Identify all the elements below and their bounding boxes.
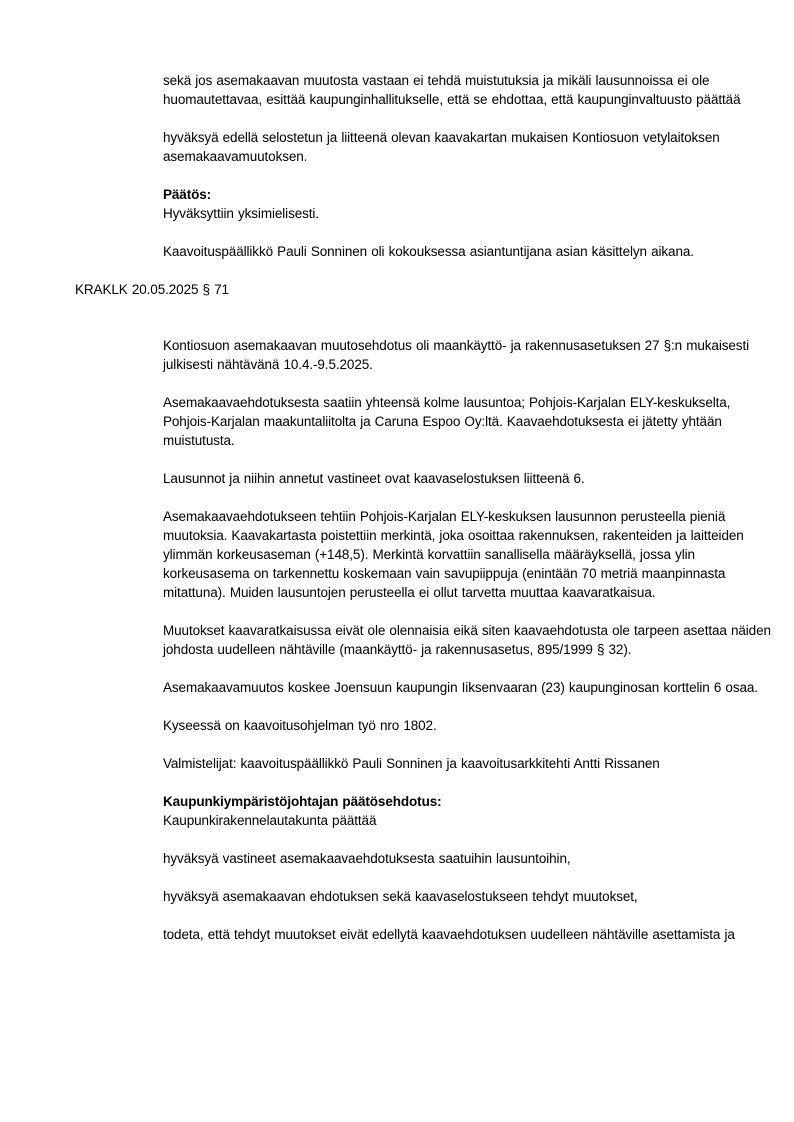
decision-text: Hyväksyttiin yksimielisesti. xyxy=(163,206,319,221)
decision-heading: Päätös: xyxy=(163,187,212,202)
paragraph-statements-attachment: Lausunnot ja niihin annetut vastineet ovat kaavaselostuksen liitteenä 6. xyxy=(163,471,585,486)
paragraph-statements-received: Asemakaavaehdotuksesta saatiin yhteensä kolme lausuntoa; Pohjois-Karjalan ELY-keskukselta, Pohjois-Karjalan maakuntaliitolta ja Caruna Espoo Oy:ltä. Kaavaehdotuksesta ei jätetty yhtään muistutusta. xyxy=(163,395,735,448)
paragraph-approve-responses: hyväksyä vastineet asemakaavaehdotuksesta saatuihin lausuntoihin, xyxy=(163,851,571,866)
paragraph-board-decides: Kaupunkirakennelautakunta päättää xyxy=(163,813,377,828)
paragraph-approval-clause: hyväksyä edellä selostetun ja liitteenä olevan kaavakartan mukaisen Kontiosuon vetylaitoksen asemakaavamuutoksen. xyxy=(163,130,724,164)
paragraph-preparers: Valmistelijat: kaavoituspäällikkö Pauli Sonninen ja kaavoitusarkkitehti Antti Rissanen xyxy=(163,756,660,771)
paragraph-approval-condition: sekä jos asemakaavan muutosta vastaan ei tehdä muistutuksia ja mikäli lausunnoissa ei ole huomautettavaa, esittää kaupunginhallitukselle, että se ehdottaa, että kaupunginvaltuusto päättää xyxy=(163,73,741,107)
paragraph-no-redisplay: todeta, että tehdyt muutokset eivät edellytä kaavaehdotuksen uudelleen nähtäville asettamista ja xyxy=(163,927,735,942)
paragraph-expert-attendance: Kaavoituspäällikkö Pauli Sonninen oli kokouksessa asiantuntijana asian käsittelyn aikana. xyxy=(163,244,694,259)
section-reference: KRAKLK 20.05.2025 § 71 xyxy=(75,282,229,297)
paragraph-public-display: Kontiosuon asemakaavan muutosehdotus oli maankäyttö- ja rakennusasetuksen 27 §:n mukaisesti julkisesti nähtävänä 10.4.-9.5.2025. xyxy=(163,338,754,372)
paragraph-plan-area: Asemakaavamuutos koskee Joensuun kaupungin Iiksenvaaran (23) kaupunginosan korttelin 6 osaa. xyxy=(163,680,758,695)
proposal-heading: Kaupunkiympäristöjohtajan päätösehdotus: xyxy=(163,794,442,809)
paragraph-changes-not-essential: Muutokset kaavaratkaisussa eivät ole olennaisia eikä siten kaavaehdotusta ole tarpeen asettaa näiden johdosta uudelleen nähtäville (maankäyttö- ja rakennusasetus, 895/1999 § 32). xyxy=(163,623,776,657)
paragraph-approve-proposal: hyväksyä asemakaavan ehdotuksen sekä kaavaselostukseen tehdyt muutokset, xyxy=(163,889,638,904)
paragraph-work-number: Kyseessä on kaavoitusohjelman työ nro 1802. xyxy=(163,718,437,733)
paragraph-changes-description: Asemakaavaehdotukseen tehtiin Pohjois-Karjalan ELY-keskuksen lausunnon perusteella pieniä muutoksia. Kaavakartasta poistettiin merkintä, joka osoittaa rakennuksen, rakenteiden ja laitteiden ylimmän korkeusaseman (+148,5). Merkintä korvattiin sanallisella määräyksellä, jossa ylin korkeusasema on tarkennettu koskemaan vain savupiippuja (enintään 70 metriä maanpinnasta mitattuna). Muiden lausuntojen perusteella ei ollut tarvetta muuttaa kaavaratkaisua. xyxy=(163,509,748,600)
